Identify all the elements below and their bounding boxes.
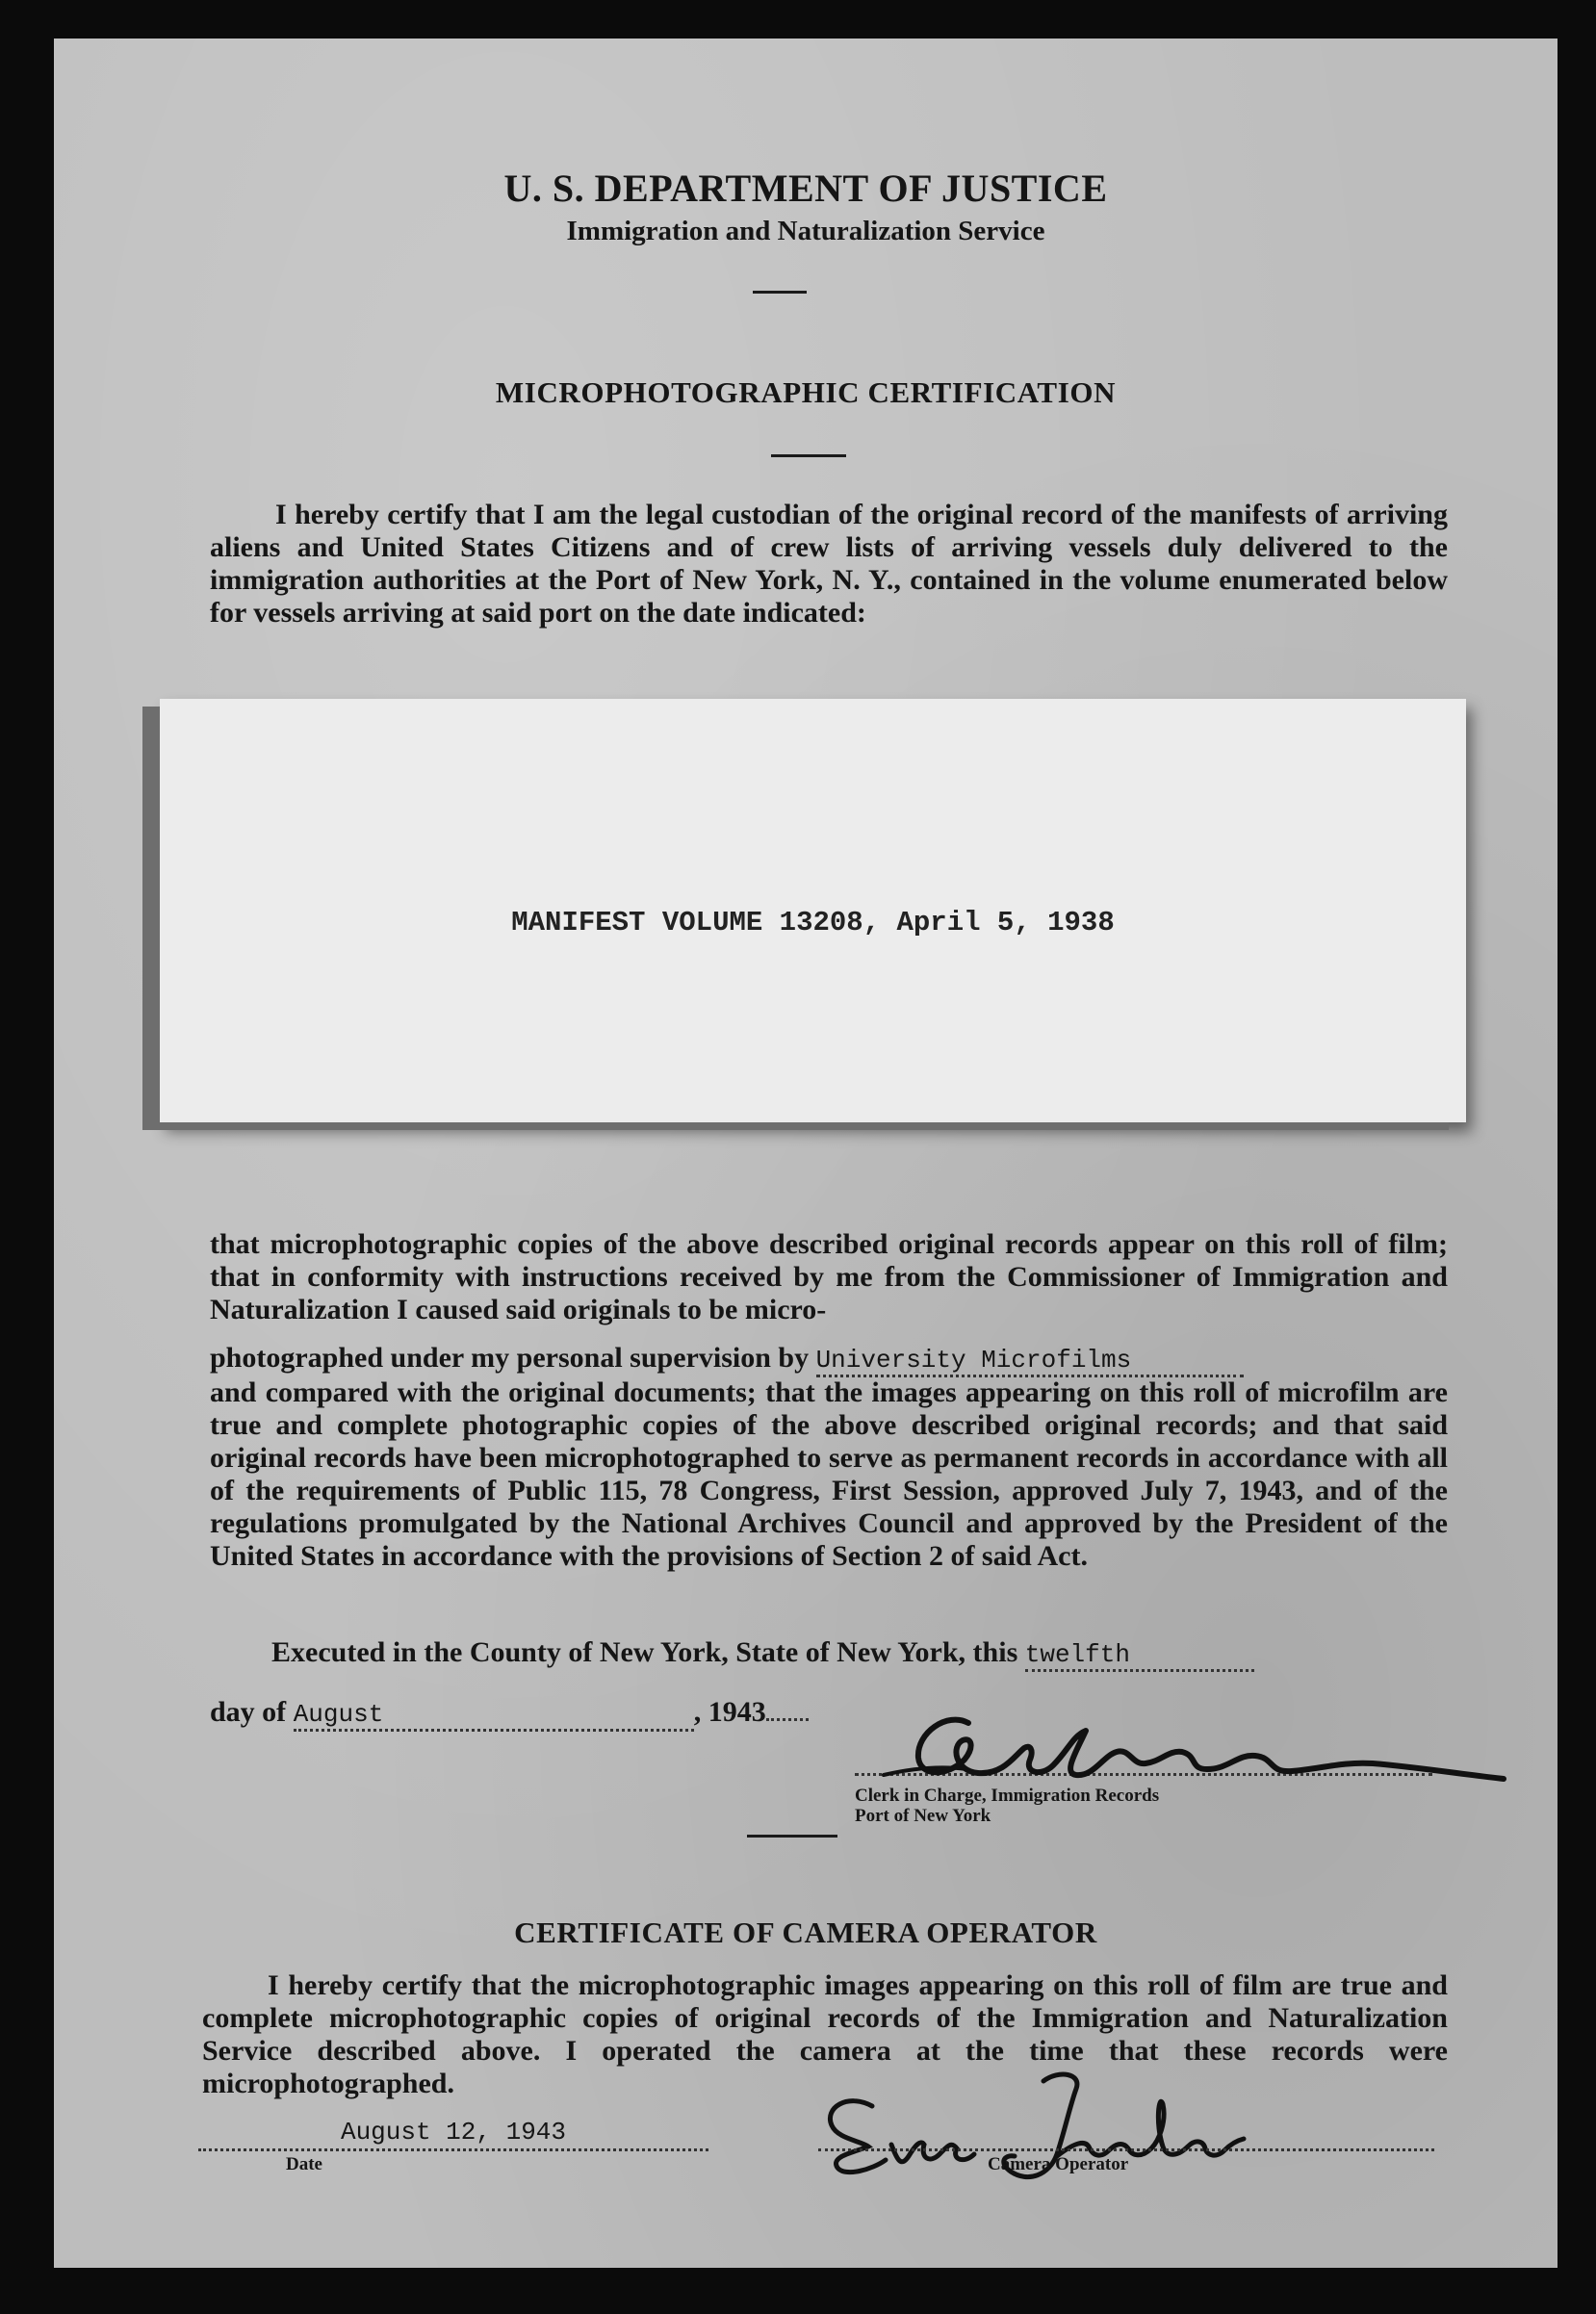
clerk-signature bbox=[880, 1702, 1515, 1798]
day-of-label: day of bbox=[210, 1696, 287, 1728]
date-line bbox=[198, 2148, 708, 2151]
intro-paragraph: I hereby certify that I am the legal custodian of the original record of the manifests of arriving aliens and United States Citizens and of crew lists of arriving vessels duly delivered to the immigration authorities at the Port of New York, N. Y., contained in the volume enumerated below for vessels arriving at said port on the date indicated: bbox=[210, 499, 1448, 629]
camera-operator-heading: CERTIFICATE OF CAMERA OPERATOR bbox=[514, 1915, 1097, 1949]
manifest-card bbox=[160, 699, 1466, 1122]
execution-month-field: August bbox=[294, 1700, 694, 1732]
execution-prefix: Executed in the County of New York, State of New York, this bbox=[271, 1636, 1018, 1668]
clerk-title-line1: Clerk in Charge, Immigration Records bbox=[855, 1786, 1160, 1806]
body-paragraph-part1: that microphotographic copies of the above described original records appear on this roll of film; that in conformity with instructions received by me from the Commissioner of Immigration and Naturalization I caused said originals to be micro- bbox=[210, 1228, 1448, 1325]
camera-operator-statement: I hereby certify that the microphotographic images appearing on this roll of film are true and complete microphotographic copies of original records of the Immigration and Naturalization Service described above. I operated the camera at the time that these records were microphotographed. bbox=[202, 1969, 1448, 2099]
supervision-prefix: photographed under my personal supervision by bbox=[210, 1342, 810, 1374]
photographer-field: University Microfilms bbox=[816, 1346, 1244, 1377]
execution-year: , 1943 bbox=[693, 1696, 766, 1728]
divider-rule bbox=[771, 454, 846, 457]
service-subtitle: Immigration and Naturalization Service bbox=[566, 216, 1045, 246]
certification-heading: MICROPHOTOGRAPHIC CERTIFICATION bbox=[495, 375, 1117, 409]
certificate-sheet bbox=[54, 39, 1557, 2268]
execution-day-field: twelfth bbox=[1025, 1640, 1254, 1672]
divider-rule bbox=[753, 291, 807, 294]
operator-date-field: August 12, 1943 bbox=[340, 2118, 567, 2147]
day-of-line bbox=[210, 1696, 980, 1732]
year-dots bbox=[766, 1718, 809, 1721]
manifest-label: MANIFEST VOLUME 13208, April 5, 1938 bbox=[511, 907, 1115, 938]
divider-rule bbox=[747, 1835, 837, 1838]
clerk-title-line2: Port of New York bbox=[855, 1806, 991, 1826]
execution-line bbox=[271, 1636, 1448, 1672]
camera-operator-line bbox=[818, 2148, 1434, 2151]
date-label: Date bbox=[286, 2154, 322, 2174]
department-title: U. S. DEPARTMENT OF JUSTICE bbox=[503, 167, 1108, 210]
body-paragraph-part2: and compared with the original documents; that the images appearing on this roll of microfilm are true and complete photographic copies of the above described original records; and that said original records have been microphotographed to serve as permanent records in accordance with all of the requirements of Public 115, 78 Congress, First Session, approved July 7, 1943, and of the regulations promulgated by the National Archives Council and approved by the President of the United States in accordance with the provisions of Section 2 of said Act. bbox=[210, 1376, 1448, 1572]
camera-operator-label: Camera Operator bbox=[988, 2154, 1129, 2174]
supervision-line bbox=[210, 1342, 1448, 1377]
